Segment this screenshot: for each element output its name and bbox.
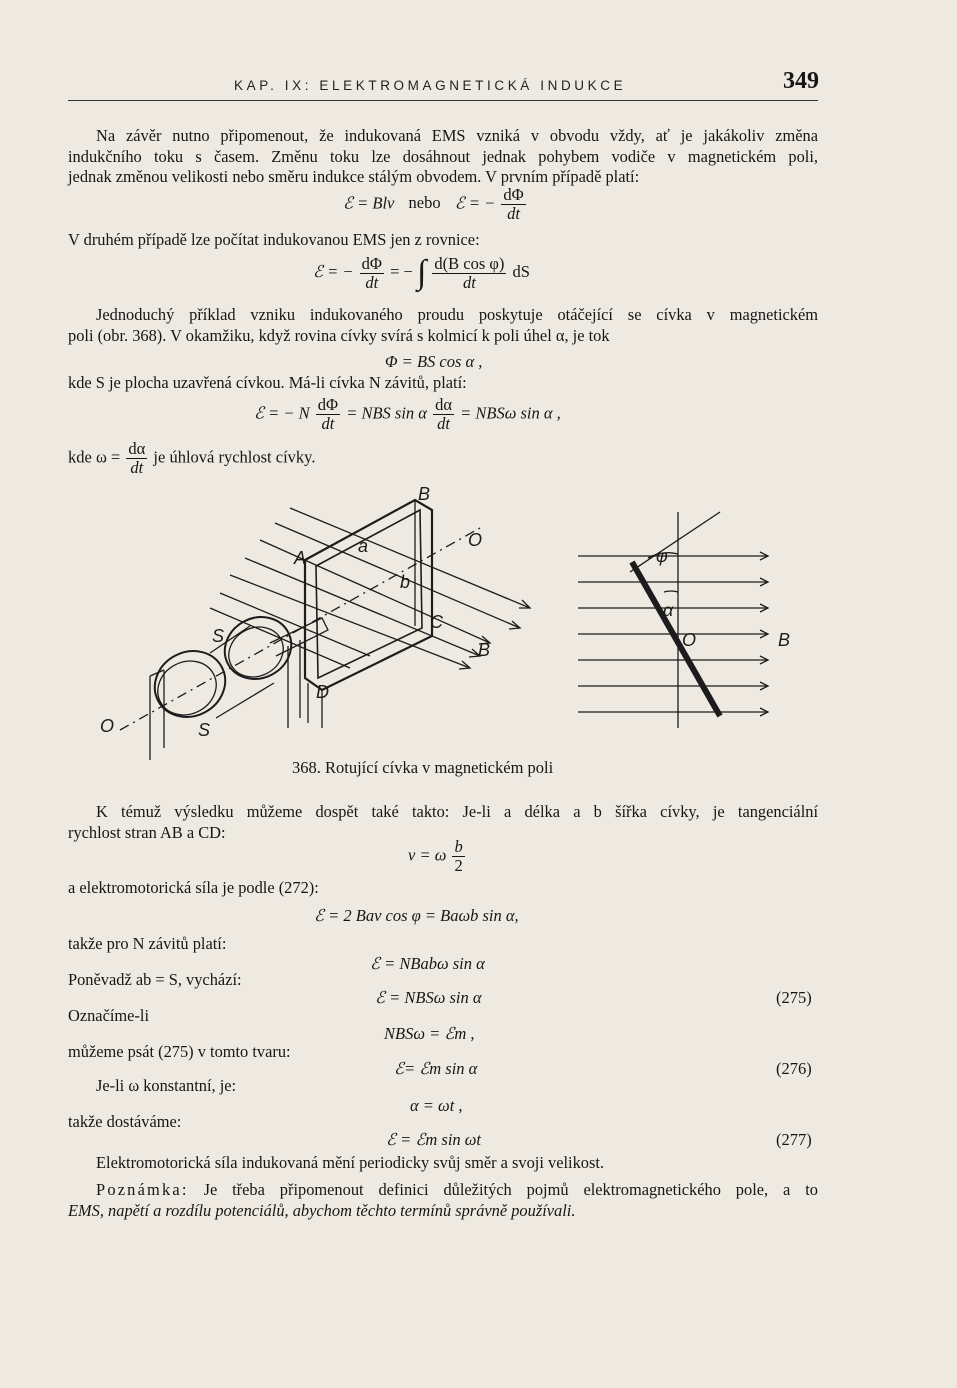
- header-rule: [68, 100, 818, 101]
- eq-part: = NBS sin α: [346, 403, 427, 423]
- text-line: EMS, napětí a rozdílu potenciálů, abychom těchto termínů správně používali.: [68, 1200, 576, 1220]
- eq-part: = NBSω sin α ,: [460, 403, 561, 423]
- paragraph-second-case: [68, 230, 480, 251]
- equation-flux: Φ = BS cos α ,: [385, 352, 483, 371]
- fraction: [360, 255, 384, 292]
- note-label: Poznámka:: [96, 1180, 189, 1199]
- eq-part: = −: [390, 261, 413, 281]
- label-S-bottom: S: [198, 720, 211, 740]
- equation-alpha: α = ωt ,: [410, 1096, 463, 1115]
- eq-part: v = ω: [408, 845, 447, 865]
- equation-em-def: NBSω = ℰm ,: [384, 1024, 475, 1043]
- equation-emf-motion: [343, 186, 528, 223]
- eq-part: kde ω =: [68, 447, 121, 467]
- eq-part: je úhlová rychlost cívky.: [153, 447, 316, 467]
- text-line: poli (obr. 368). V okamžiku, když rovina cívky svírá s kolmicí k poli úhel α, je tok: [68, 325, 610, 345]
- label-alpha: α: [663, 600, 674, 620]
- figure-368: [60, 478, 840, 788]
- eq-part: ℰ = − N: [254, 403, 310, 423]
- fraction: [316, 396, 340, 433]
- equation-emf-2bav: ℰ = 2 Bav cos φ = Baωb sin α,: [314, 906, 519, 925]
- label-O-top: O: [468, 530, 483, 550]
- denominator: dt: [437, 414, 450, 433]
- denominator: dt: [130, 458, 144, 477]
- denominator: dt: [365, 272, 379, 292]
- fraction: [432, 255, 506, 292]
- text-line: rychlost stran AB a CD:: [68, 822, 226, 842]
- label-C: C: [430, 612, 443, 632]
- figure-caption: 368. Rotující cívka v magnetickém poli: [292, 758, 554, 777]
- label-phi: φ: [656, 546, 668, 566]
- text-line: jednak změnou velikosti nebo směru indukce stálým obvodem. V prvním případě platí:: [68, 167, 640, 186]
- equation-emf-integral: [313, 254, 530, 292]
- text-line: Označíme-li: [68, 1006, 150, 1025]
- paragraph-periodic: Elektromotorická síla indukovaná mění periodicky svůj směr a svoji velikost.: [96, 1153, 605, 1172]
- paragraph-coil-area: [68, 373, 467, 394]
- numerator: b: [454, 837, 463, 856]
- label-B-top: B: [418, 484, 431, 504]
- equation-number-277: (277): [776, 1130, 812, 1149]
- fraction: [452, 838, 464, 875]
- equation-275: ℰ = NBSω sin α: [375, 988, 482, 1007]
- label-b: b: [400, 572, 411, 592]
- eq-part: ℰ = −: [454, 193, 496, 213]
- numerator: dΦ: [317, 395, 339, 414]
- text-line: Je-li ω konstantní, je:: [96, 1076, 237, 1095]
- text-line: můžeme psát (275) v tomto tvaru:: [68, 1042, 291, 1061]
- text-line: a elektromotorická síla je podle (272):: [68, 878, 319, 897]
- numerator: dΦ: [361, 253, 382, 273]
- text-line: K témuž výsledku můžeme dospět také takto: Je-li a délka a b šířka cívky, je tangenciální: [96, 802, 818, 821]
- text-line: Poněvadž ab = S, vychází:: [68, 970, 242, 989]
- numerator: dΦ: [503, 185, 524, 204]
- text-line: kde S je plocha uzavřená cívkou. Má-li cívka N závitů, platí:: [68, 373, 467, 392]
- paragraph-intro: [68, 126, 818, 188]
- label-B-right: B: [778, 630, 791, 650]
- denominator: dt: [462, 272, 476, 292]
- label-B-field: B: [478, 640, 491, 660]
- equation-276: ℰ= ℰm sin α: [394, 1059, 478, 1078]
- text-line: Jednoduchý příklad vzniku indukovaného proudu poskytuje otáčející se cívka v magnetickém: [96, 305, 818, 324]
- equation-number-276: (276): [776, 1059, 812, 1078]
- eq-part: ℰ = Blv: [343, 193, 395, 213]
- eq-part: dS: [512, 261, 530, 281]
- label-O-right: O: [682, 630, 697, 650]
- running-title: KAP. IX: ELEKTROMAGNETICKÁ INDUKCE: [234, 78, 627, 93]
- fraction: [433, 396, 454, 433]
- text-line: takže dostáváme:: [68, 1112, 182, 1131]
- label-a: a: [358, 536, 369, 556]
- text-line: V druhém případě lze počítat indukovanou EMS jen z rovnice:: [68, 230, 480, 249]
- denominator: dt: [507, 204, 520, 223]
- equation-emf-coil: [254, 396, 561, 433]
- numerator: d(B cos φ): [434, 253, 505, 273]
- equation-emf-nbab: ℰ = NBabω sin α: [370, 954, 485, 973]
- label-S-top: S: [212, 626, 225, 646]
- text-line: Je třeba připomenout definici důležitých pojmů elektromagnetického pole, a to: [203, 1180, 818, 1199]
- note-paragraph: [68, 1180, 818, 1221]
- numerator: dα: [435, 395, 452, 414]
- equation-277: ℰ = ℰm sin ωt: [386, 1130, 482, 1149]
- equation-angular-velocity: [68, 440, 315, 477]
- denominator: 2: [454, 856, 463, 875]
- paragraph-example: [68, 305, 818, 346]
- fraction: [501, 186, 525, 223]
- text-line: takže pro N závitů platí:: [68, 934, 227, 953]
- numerator: dα: [128, 439, 146, 458]
- text-line: Na závěr nutno připomenout, že indukovaná EMS vzniká v obvodu vždy, ať je jakákoliv změna: [96, 126, 818, 145]
- page-number: 349: [783, 68, 819, 94]
- denominator: dt: [321, 414, 335, 433]
- integral-sign: ∫: [416, 254, 427, 291]
- label-O-bottom: O: [100, 716, 115, 736]
- eq-part: nebo: [408, 193, 441, 213]
- equation-number-275: (275): [776, 988, 812, 1007]
- label-D: D: [316, 682, 329, 702]
- fraction: [126, 440, 147, 477]
- paragraph-tangential: [68, 802, 818, 843]
- text-line: indukčního toku s časem. Změnu toku lze dosáhnout jednak pohybem vodiče v magnetickém poli,: [68, 146, 818, 166]
- eq-part: ℰ = −: [313, 261, 354, 281]
- equation-velocity: [408, 838, 467, 875]
- label-A: A: [294, 548, 307, 568]
